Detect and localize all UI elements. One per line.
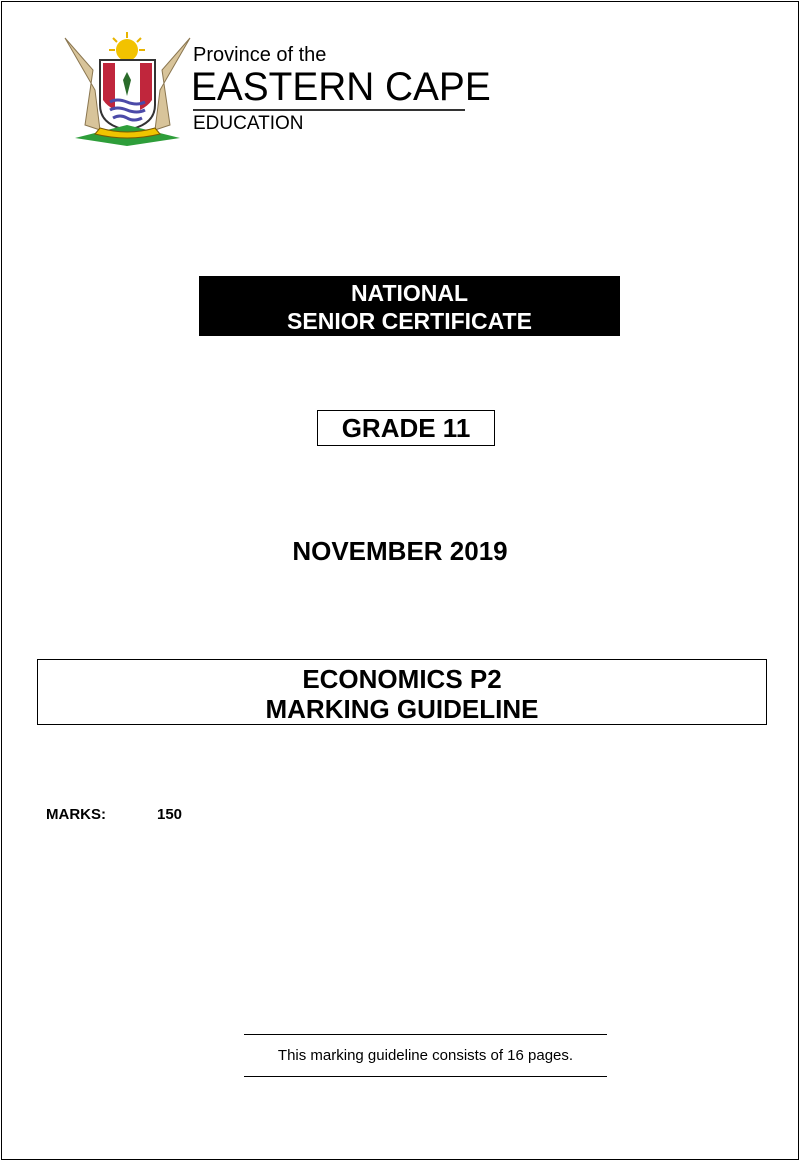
subject-subtitle: MARKING GUIDELINE [265, 694, 539, 724]
marks-value: 150 [157, 806, 183, 823]
marks-label: MARKS: [46, 806, 106, 823]
logo-education-text: EDUCATION [193, 113, 304, 134]
page-border [1, 1, 799, 1160]
subject-box [37, 659, 767, 725]
marks-line [46, 806, 182, 823]
eastern-cape-education-logo [55, 30, 491, 150]
grade-box: GRADE 11 [317, 410, 495, 446]
logo-divider [193, 109, 465, 111]
page-count-note: This marking guideline consists of 16 pages. [244, 1034, 607, 1077]
exam-date: NOVEMBER 2019 [292, 536, 508, 566]
subject-title: ECONOMICS P2 [302, 664, 502, 694]
logo-province-text: Province of the [193, 44, 327, 66]
logo-eastern-cape-text: EASTERN CAPE [191, 65, 491, 109]
certificate-line-2: SENIOR CERTIFICATE [287, 308, 532, 334]
coat-of-arms-icon [55, 30, 200, 148]
certificate-line-1: NATIONAL [350, 280, 469, 306]
certificate-banner [199, 276, 620, 336]
